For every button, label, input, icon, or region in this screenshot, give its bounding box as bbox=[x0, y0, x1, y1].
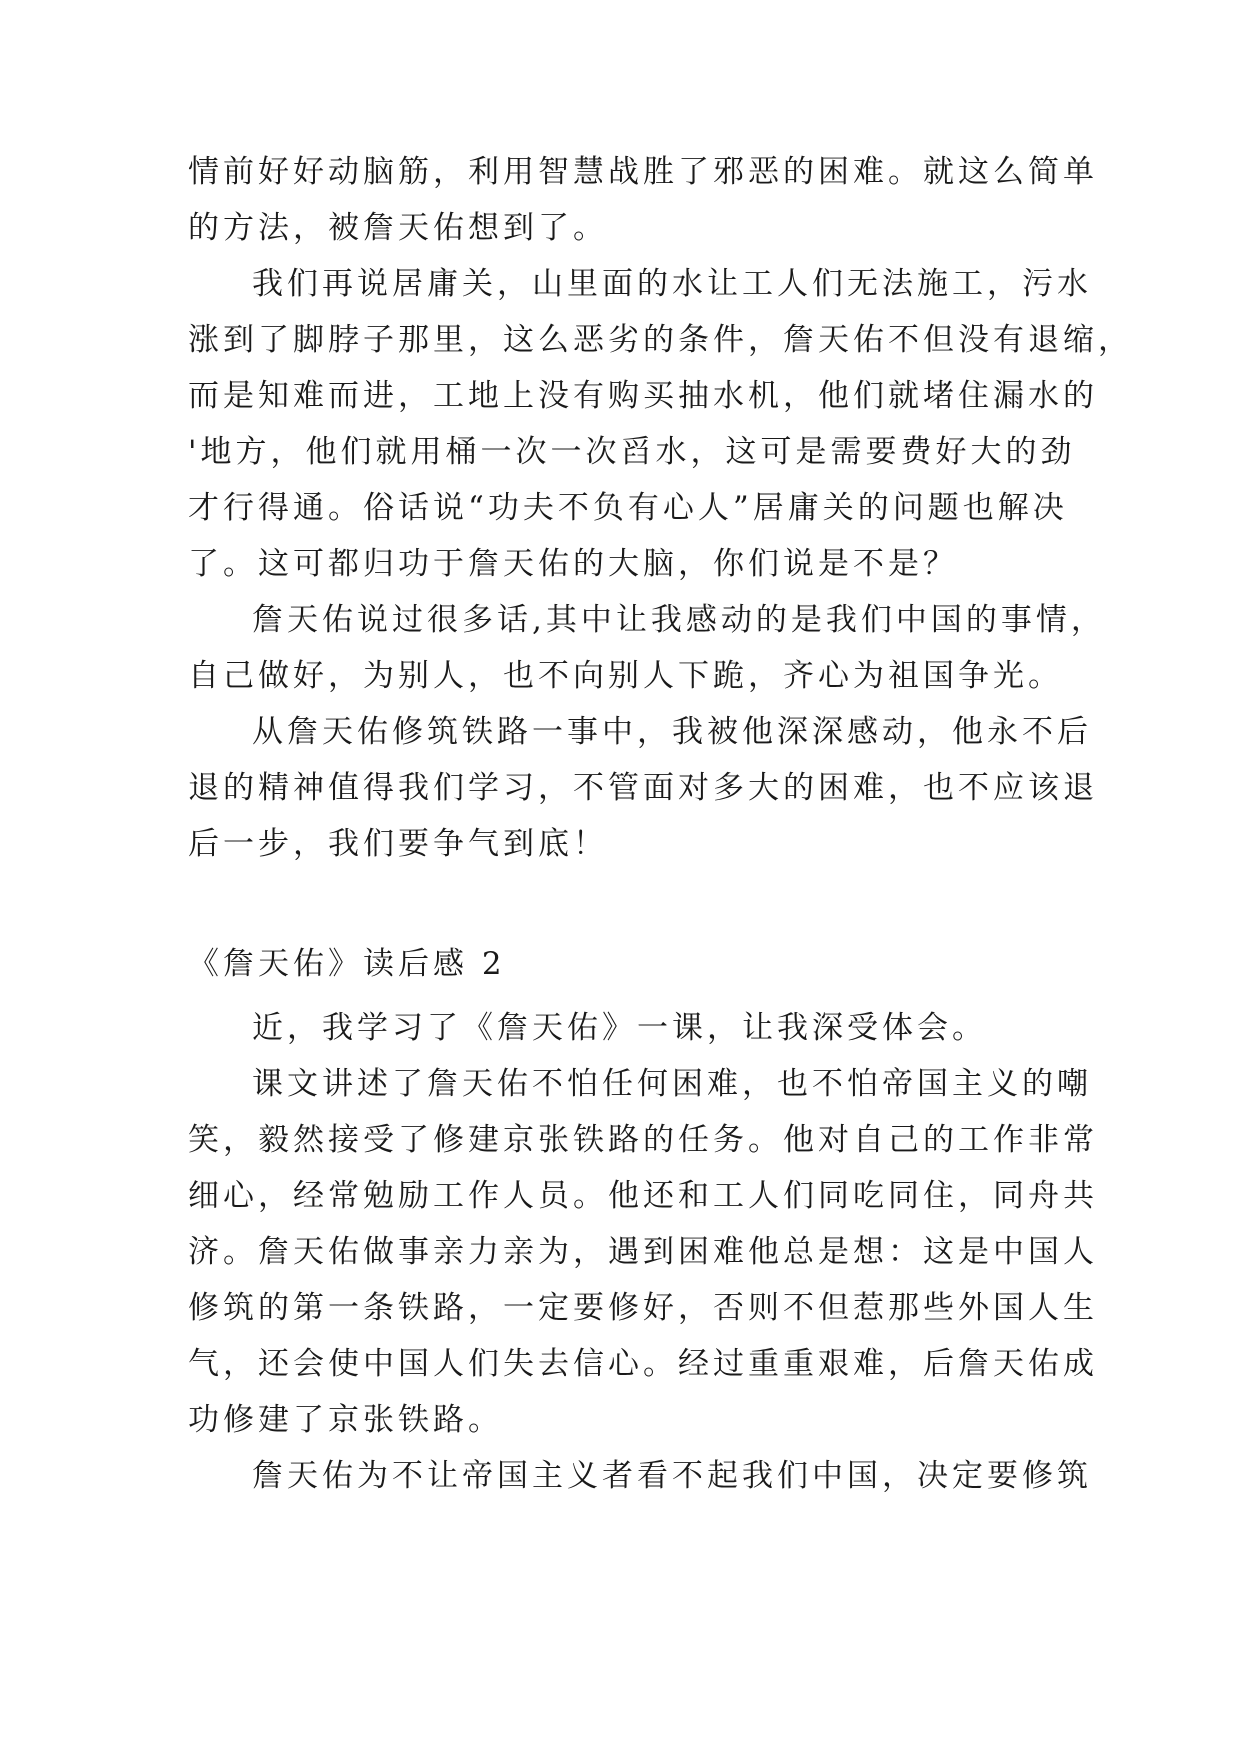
paragraph-start-line: 从詹天佑修筑铁路一事中，我被他深深感动，他永不后 bbox=[252, 714, 1092, 750]
text-line: 笑，毅然接受了修建京张铁路的任务。他对自己的工作非常 bbox=[188, 1122, 1098, 1158]
paragraph-start-line: 詹天佑说过很多话,其中让我感动的是我们中国的事情， bbox=[252, 602, 1106, 638]
text-line: 修筑的第一条铁路，一定要修好，否则不但惹那些外国人生 bbox=[188, 1290, 1098, 1326]
text-line: 退的精神值得我们学习，不管面对多大的困难，也不应该退 bbox=[188, 770, 1098, 806]
text-line: 气，还会使中国人们失去信心。经过重重艰难，后詹天佑成 bbox=[188, 1346, 1098, 1382]
text-line: 了。这可都归功于詹天佑的大脑，你们说是不是？ bbox=[188, 546, 958, 582]
paragraph-start-line: 我们再说居庸关，山里面的水让工人们无法施工，污水 bbox=[252, 266, 1092, 302]
text-line: 情前好好动脑筋，利用智慧战胜了邪恶的困难。就这么简单 bbox=[188, 154, 1098, 190]
paragraph-start-line: 詹天佑为不让帝国主义者看不起我们中国，决定要修筑 bbox=[252, 1458, 1092, 1494]
text-line: 功修建了京张铁路。 bbox=[188, 1402, 503, 1438]
text-line: 后一步，我们要争气到底！ bbox=[188, 826, 608, 862]
text-line: '地方，他们就用桶一次一次舀水，这可是需要费好大的劲 bbox=[188, 434, 1076, 470]
text-line: 的方法，被詹天佑想到了。 bbox=[188, 210, 608, 246]
text-line: 自己做好，为别人，也不向别人下跪，齐心为祖国争光。 bbox=[188, 658, 1063, 694]
text-line: 涨到了脚脖子那里，这么恶劣的条件，詹天佑不但没有退缩， bbox=[188, 322, 1133, 358]
section-heading: 《詹天佑》读后感 2 bbox=[188, 946, 506, 982]
text-line: 细心，经常勉励工作人员。他还和工人们同吃同住，同舟共 bbox=[188, 1178, 1098, 1214]
paragraph-start-line: 近，我学习了《詹天佑》一课，让我深受体会。 bbox=[252, 1010, 987, 1046]
paragraph-start-line: 课文讲述了詹天佑不怕任何困难，也不怕帝国主义的嘲 bbox=[252, 1066, 1092, 1102]
text-line: 而是知难而进，工地上没有购买抽水机，他们就堵住漏水的 bbox=[188, 378, 1098, 414]
text-line: 济。詹天佑做事亲力亲为，遇到困难他总是想：这是中国人 bbox=[188, 1234, 1098, 1270]
text-line: 才行得通。俗话说“功夫不负有心人”居庸关的问题也解决 bbox=[188, 490, 1068, 526]
